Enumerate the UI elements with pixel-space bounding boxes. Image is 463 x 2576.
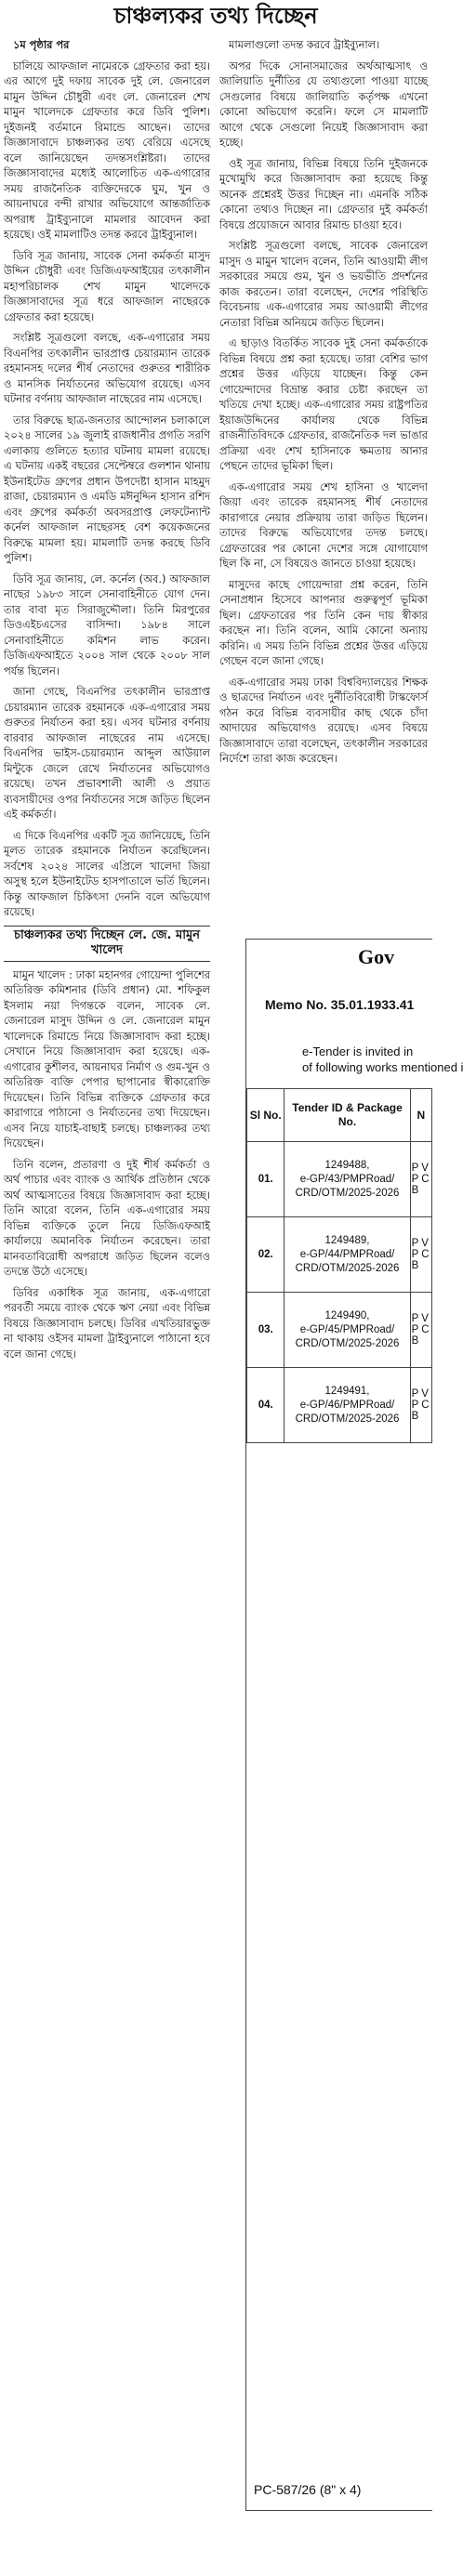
row-tender-id: 1249488, e-GP/43/PMPRoad/ CRD/OTM/2025-2026 [284,1142,410,1217]
row-sl: 04. [247,1368,284,1443]
table-row [247,1293,432,1368]
article-paragraph: এক-এগারোর সময় শেখ হাসিনা ও খালেদা জিয়া এবং তারেক রহমানসহ শীর্ষ নেতাদের কারাগারে নেয়ার প্রক্রিয়ায় তারা জড়িত ছিলেন। তাদের বিরুদ্ধে অভিযোগের তদন্ত চলছে। গ্রেফতারের পর কোনো দেশের সঙ্গে যোগাযোগ ছিল কি না, সে বিষয়েও জানতে চাওয়া হয়েছে। [219,480,428,570]
article-paragraph: এ ছাড়াও বিতর্কিত সাবেক দুই সেনা কর্মকর্তাকে বিভিন্ন বিষয়ে প্রশ্ন করা হয়েছে। তারা বেশির ভাগ প্রশ্নের উত্তর এড়িয়ে যাচ্ছেন। কিন্তু কেন গোয়েন্দাদের বিভ্রান্ত করার চেষ্টা করছেন তা খতিয়ে দেখা হচ্ছে। এক-এগারোর সময় রাষ্ট্রপতির ইয়াজউদ্দিনের কার্যালয় থেকে বিভিন্ন রাজনীতিবিদকে গ্রেফতার, রাজনৈতিক দল ভাঙার প্রক্রিয়া এবং শেখ হাসিনাকে ক্ষমতায় আনার পেছনে তাদের ভূমিকা ছিল। [219,336,428,472]
tender-table-header [247,1089,432,1142]
row-name-fragment: P V P C B [410,1217,431,1293]
row-tender-id: 1249490, e-GP/45/PMPRoad/ CRD/OTM/2025-2026 [284,1293,410,1368]
row-sl: 01. [247,1142,284,1217]
ad-notice-line: e-Tender is invited in [302,1045,414,1058]
article-paragraph: ডিবির একাধিক সূত্র জানায়, এক-এগারো পরবর্তী সময়ে ব্যাংক থেকে ঋণ নেয়া এবং বিভিন্ন বিষয়ে জিজ্ঞাসাবাদ চলছে। ডিবির এখতিয়ারভুক্ত না থাকায় ওইসব মামলা ট্রাইব্যুনালে পাঠানো হবে বলে জানা গেছে। [4,1285,210,1360]
ad-reference-code: PC-587/26 (8" x 4) [254,2482,362,2497]
section-subheading: চাঞ্চল্যকর তথ্য দিচ্ছেন লে. জে. মামুন খালেদ [4,926,210,962]
article-paragraph: এ দিকে বিএনপির একটি সূত্র জানিয়েছে, তিনি মূলত তারেক রহমানকে নির্যাতন করেছিলেন। সর্বশেষ ২০২৪ সালের এপ্রিলে খালেদা জিয়া অসুস্থ হলে ইউনাইটেড হাসপাতালে ভর্তি ছিলেন। কিন্তু আফজাল চিকিৎসা দেননি বলে অভিযোগ রয়েছে। [4,828,210,918]
row-sl: 02. [247,1217,284,1293]
column-header-name: N [410,1089,431,1142]
article-paragraph: তার বিরুদ্ধে ছাত্র-জনতার আন্দোলন চলাকালে ২০২৪ সালের ১৯ জুলাই রাজধানীর প্রগতি সরণি এলাকায় গুলিতে হত্যার ঘটনায় মামলা রয়েছে। এ ঘটনায় একই বছরের সেপ্টেম্বরে গুলশান থানায় ইউনাইটেড গ্রুপের প্রধান উপদেষ্টা হাসান মাহমুদ রাজা, চেয়ারম্যান ও এমডি মঈনুদ্দিন হাসান রশিদ এবং গ্রুপের কর্মকর্তা অবসরপ্রাপ্ত লেফটেন্যান্ট কর্নেল আফজাল নাছেরসহ বেশ কয়েকজনের বিরুদ্ধে মামলা হয়। মামলাটি তদন্ত করছে ডিবি পুলিশ। [4,413,210,564]
table-row [247,1368,432,1443]
column-header-tender-id: Tender ID & Package No. [284,1089,410,1142]
table-row [247,1142,432,1217]
ad-notice-line: of following works mentioned i [302,1060,463,1074]
article-paragraph: ওই সূত্র জানায়, বিভিন্ন বিষয়ে তিনি দুইজনকে মুখোমুখি করে জিজ্ঞাসাবাদ করা হয়েছে কিন্তু অনেক প্রশ্নেরই উত্তর দিচ্ছেন না। এমনকি সঠিক কোনো তথ্যও দিচ্ছেন না। গ্রেফতার দুই কর্মকর্তা বিষয়ে প্রয়োজনে আবার রিমান্ড চাওয়া হবে। [219,156,428,231]
article-paragraph: মামলাগুলো তদন্ত করবে ট্রাইব্যুনাল। [229,38,380,51]
page-reference: ১ম পৃষ্ঠার পর [13,38,70,51]
article-right-column [219,37,428,929]
row-sl: 03. [247,1293,284,1368]
row-name-fragment: P V P C B [410,1368,431,1443]
article-paragraph: মামুন খালেদ : ঢাকা মহানগর গোয়েন্দা পুলিশের অতিরিক্ত কমিশনার (ডিবি প্রধান) মো. শফিকুল ইসলাম নয়া দিগন্তকে বলেন, সাবেক লে. জেনারেল মাসুদ উদ্দিন ও লে. জেনারেল মামুন খালেদকে রিমান্ডে নিয়ে জিজ্ঞাসাবাদ করা হচ্ছে। সেখানে নিয়ে জিজ্ঞাসাবাদ করা হয়েছে। এক-এগারোর কুশীলব, আয়নাঘর নির্মাণ ও গুম-খুন ও অতিরিক্ত ব্যক্তি পেপার ছাপানোর স্বীকারোক্তি দিয়েছেন। তিনি বিভিন্ন ব্যক্তিকে গ্রেফতার করে কারাগারে পাঠানো ও নির্যাতনের তথ্য দিয়েছেন। এসব নিয়ে যাচাই-বাছাই চলছে। চাঞ্চল্যকর তথ্য দিয়েছেন। [4,967,210,1150]
table-row [247,1217,432,1293]
article-paragraph: জানা গেছে, বিএনপির তৎকালীন ভারপ্রাপ্ত চেয়ারম্যান তারেক রহমানকে এক-এগারোর সময় গুরুতর নির্যাতন করা হয়। এসব ঘটনার বর্ণনায় বারবার আফজাল নাছেরের নাম এসেছে। বিএনপির ভাইস-চেয়ারম্যান আব্দুল আউয়াল মিন্টুকে জেলে রেখে নির্যাতনের অভিযোগও রয়েছে। তখন প্রভাবশালী আলী ও প্রয়াত ব্যবসায়ীদের ওপর নির্যাতনের সঙ্গে জড়িত ছিলেন এই কর্মকর্তা। [4,685,210,821]
article-paragraph: অপর দিকে সোনাসমাজের অর্থআত্মসাৎ ও জালিয়াতি দুর্নীতির যে তথ্যগুলো পাওয়া যাচ্ছে সেগুলোর বিষয়ে জালিয়াতি কর্তৃপক্ষ এখনো কোনো অভিযোগ করেনি। ফলে সে মামলাটি আগে থেকে সেগুলো নিয়েই জিজ্ঞাসাবাদ করা হচ্ছে। [219,59,428,149]
article-left-column [4,37,210,1367]
row-name-fragment: P V P C B [410,1293,431,1368]
row-tender-id: 1249489, e-GP/44/PMPRoad/ CRD/OTM/2025-2026 [284,1217,410,1293]
article-paragraph: চালিয়ে আফজাল নামেরকে গ্রেফতার করা হয়। এর আগে দুই দফায় সাবেক দুই লে. জেনারেল মামুন উদ্দিন চৌধুরী এবং লে. জেনারেল শেখ মামুন খালেদকে গ্রেফতার করে ডিবি পুলিশ। দুইজনই বর্তমানে রিমান্ডে আছেন। তাদের জিজ্ঞাসাবাদে চাঞ্চল্যকর তথ্য বেরিয়ে এসেছে বলে জানিয়েছেন তদন্তসংশ্লিষ্টরা। তাদের জিজ্ঞাসাবাদের মধ্যেই আলোচিত এক-এগারোর সময় রাজনৈতিক ব্যক্তিদেরকে ঘুম, খুন ও আয়নাঘরে বন্দী রাখার অভিযোগে আন্তর্জাতিক অপরাধ ট্রাইব্যুনালে মামলার আবেদন করা হয়েছে। ওই মামলাটিও তদন্ত করবে ট্রাইব্যুনাল। [4,59,210,241]
article-paragraph: সংশ্লিষ্ট সূত্রগুলো বলছে, এক-এগারোর সময় বিএনপির তৎকালীন ভারপ্রাপ্ত চেয়ারম্যান তারেক রহমানসহ দলের শীর্ষ নেতাদের গুরুতর শারীরিক ও মানসিক নির্যাতনের অভিযোগ রয়েছে। এসব ঘটনার বর্ণনায় আফজাল নাছেরের নাম এসেছে। [4,331,210,405]
ad-government-header: Gov [358,945,395,968]
article-paragraph: মাসুদের কাছে গোয়েন্দারা প্রশ্ন করেন, তিনি সেনাপ্রধান হিসেবে আপনার গুরুত্বপূর্ণ ভূমিকা ছিল। গ্রেফতারের পর তিনি কেন দায় স্বীকার করছেন না। তিনি বলেন, আমি কোনো অন্যায় করিনি। এ সময় তিনি বিভিন্ন প্রশ্নের উত্তর এড়িয়ে গেছেন বলে জানা গেছে। [219,577,428,667]
article-paragraph: তিনি বলেন, প্রতারণা ও দুই শীর্ষ কর্মকর্তা ও অর্থ পাচার এবং ব্যাংক ও আর্থিক প্রতিষ্ঠান থেকে অর্থ আত্মসাতের বিষয়ে জিজ্ঞাসাবাদ করা হচ্ছে। তিনি আরো বলেন, তিনি এক-এগারোর সময় বিভিন্ন ব্যক্তিকে তুলে নিয়ে ডিজিএফআই কার্যালয়ে অমানবিক নির্যাতন করেছেন। তারা মানবতাবিরোধী অপরাধে জড়িত ছিলেন বলেও তদন্তে উঠে এসেছে। [4,1157,210,1278]
ad-notice-text [302,1044,463,1075]
tender-advertisement [245,939,463,2511]
tender-table [246,1088,432,1443]
article-paragraph: সংশ্লিষ্ট সূত্রগুলো বলছে, সাবেক জেনারেল মাসুদ ও মামুন খালেদ বলেন, তিনি আওয়ামী লীগ সরকারের সময়ে গুম, খুন ও ভয়ভীতি প্রদর্শনের কাজ করতেন। তারা বলেছেন, দেশের পরিস্থিতি বিবেচনায় এক-এগারোর সময় আওয়ামী লীগের নেতারা বিভিন্ন অনিয়মে জড়িত ছিলেন। [219,239,428,329]
row-tender-id: 1249491, e-GP/46/PMPRoad/ CRD/OTM/2025-2026 [284,1368,410,1443]
ad-memo-number: Memo No. 35.01.1933.41 [265,997,415,1012]
article-paragraph: ডিবি সূত্র জানায়, সাবেক সেনা কর্মকর্তা মাসুদ উদ্দিন চৌধুরী এবং ডিজিএফআইয়ের তৎকালীন মহাপরিচালক শেখ মামুন খালেদকে জিজ্ঞাসাবাদের সূত্র ধরে আফজাল নাছেরকে গ্রেফতার করা হয়েছে। [4,248,210,323]
row-name-fragment: P V P C B [410,1142,431,1217]
article-paragraph: এক-এগারোর সময় ঢাকা বিশ্ববিদ্যালয়ের শিক্ষক ও ছাত্রদের নির্যাতন এবং দুর্নীতিবিরোধী টাস্কফোর্স গঠন করে বিভিন্ন ব্যবসায়ীর কাছ থেকে চাঁদা আদায়ের অভিযোগও রয়েছে। এসব বিষয়ে জিজ্ঞাসাবাদে তারা বলেছেন, তৎকালীন সরকারের নির্দেশে তারা কাজ করেছেন। [219,675,428,765]
column-header-sl: Sl No. [247,1089,284,1142]
headline: চাঞ্চল্যকর তথ্য দিচ্ছেন [113,2,318,29]
article-paragraph: ডিবি সূত্র জানায়, লে. কর্নেল (অব.) আফজাল নাছের ১৯৮৩ সালে সেনাবাহিনীতে যোগ দেন। তার বাবা মৃত সিরাজুদ্দৌলা। তিনি মিরপুরের ডিওএইচএসের বাসিন্দা। ১৯৮৪ সালে সেনাবাহিনীতে কমিশন লাভ করেন। ডিজিএফআইতে ২০০৪ সাল থেকে ২০০৮ সাল পর্যন্ত ছিলেন। [4,572,210,677]
